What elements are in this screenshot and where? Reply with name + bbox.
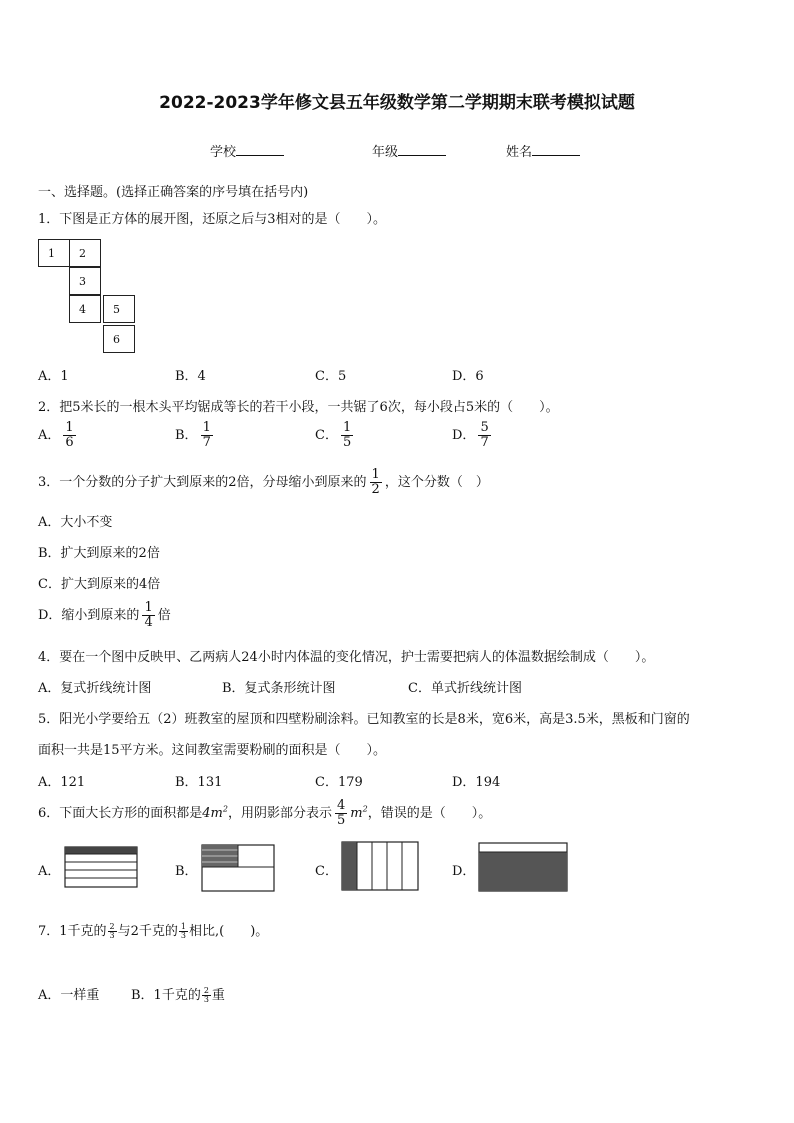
q2-option-b[interactable] bbox=[175, 421, 216, 450]
q6-stem-text: ，错误的是（ ）。 bbox=[367, 806, 492, 821]
q6-option-c[interactable]: C． bbox=[315, 864, 338, 879]
option-label: B． bbox=[175, 428, 198, 443]
fraction bbox=[201, 421, 213, 450]
net-cell: 3 bbox=[69, 267, 101, 295]
fraction-numerator: 1 bbox=[371, 467, 380, 482]
net-cell: 4 bbox=[69, 295, 101, 323]
fraction-denominator: 3 bbox=[180, 931, 187, 940]
fraction-numerator: 2 bbox=[203, 986, 209, 995]
q1-option-a[interactable]: A．1 bbox=[38, 369, 69, 384]
q6-stem-text: ，用阴影部分表示 bbox=[227, 806, 332, 821]
q3-option-c[interactable]: C．扩大到原来的4倍 bbox=[38, 577, 161, 592]
q7-stem-text: 与2千克的 bbox=[117, 924, 178, 939]
q1-option-d[interactable]: D．6 bbox=[452, 369, 484, 384]
grade-blank[interactable] bbox=[398, 143, 446, 156]
q3-option-a[interactable]: A．大小不变 bbox=[38, 515, 113, 530]
fraction bbox=[341, 421, 353, 450]
q5-stem-line2: 面积一共是15平方米。这间教室需要粉刷的面积是（ ）。 bbox=[38, 743, 387, 758]
unit-text: m bbox=[350, 806, 363, 821]
q1-stem: 1．下图是正方体的展开图，还原之后与3相对的是（ ）。 bbox=[38, 212, 387, 227]
q7-stem bbox=[38, 920, 268, 940]
option-label: A． bbox=[38, 428, 61, 443]
q5-option-c[interactable]: C．179 bbox=[315, 775, 363, 790]
net-cell: 6 bbox=[103, 325, 135, 353]
option-text: D．缩小到原来的 bbox=[38, 608, 140, 623]
option-label: D． bbox=[452, 428, 476, 443]
fraction-numerator: 1 bbox=[65, 420, 74, 435]
area-exponent: 2 bbox=[222, 804, 228, 814]
fraction-denominator: 3 bbox=[203, 995, 209, 1004]
figure-d bbox=[478, 842, 568, 892]
cube-net-figure bbox=[38, 239, 138, 357]
fraction-denominator: 7 bbox=[480, 435, 489, 450]
q1-option-b[interactable]: B．4 bbox=[175, 369, 206, 384]
page-title: 2022-2023学年修文县五年级数学第二学期期末联考模拟试题 bbox=[159, 93, 635, 113]
q5-option-b[interactable]: B．131 bbox=[175, 775, 223, 790]
q2-option-a[interactable] bbox=[38, 421, 79, 450]
fraction bbox=[142, 601, 154, 630]
fraction-numerator: 2 bbox=[109, 922, 115, 931]
fraction bbox=[179, 923, 188, 940]
option-text: 倍 bbox=[157, 608, 171, 623]
fraction bbox=[478, 421, 490, 450]
grade-label: 年级 bbox=[372, 145, 399, 160]
fraction-denominator: 3 bbox=[109, 931, 115, 940]
fraction-numerator: 1 bbox=[180, 922, 187, 931]
fraction-denominator: 5 bbox=[337, 813, 346, 828]
q2-stem: 2．把5米长的一根木头平均锯成等长的若干小段，一共锯了6次，每小段占5米的（ ）。 bbox=[38, 400, 559, 415]
fraction bbox=[63, 421, 75, 450]
q7-option-b[interactable] bbox=[131, 984, 225, 1004]
option-label: C． bbox=[315, 428, 338, 443]
name-blank[interactable] bbox=[532, 143, 580, 156]
q7-option-a[interactable]: A．一样重 bbox=[38, 988, 100, 1003]
fraction-denominator: 5 bbox=[342, 435, 352, 450]
q4-option-a[interactable]: A．复式折线统计图 bbox=[38, 681, 152, 696]
figure-a bbox=[64, 846, 138, 888]
area-text: 4m bbox=[202, 806, 223, 821]
school-blank[interactable] bbox=[236, 143, 284, 156]
q5-option-a[interactable]: A．121 bbox=[38, 775, 86, 790]
net-cell: 5 bbox=[103, 295, 135, 323]
q5-stem-line1: 5．阳光小学要给五（2）班教室的屋顶和四壁粉刷涂料。已知教室的长是8米，宽6米，高是3.5米，黑板和门窗的 bbox=[38, 712, 690, 727]
name-field[interactable] bbox=[506, 141, 580, 160]
q3-option-d[interactable] bbox=[38, 601, 171, 630]
area-value bbox=[202, 806, 228, 821]
q6-option-a[interactable]: A． bbox=[38, 864, 61, 879]
q4-stem: 4．要在一个图中反映甲、乙两病人24小时内体温的变化情况，护士需要把病人的体温数据绘制成（ ）。 bbox=[38, 650, 655, 665]
q3-option-b[interactable]: B．扩大到原来的2倍 bbox=[38, 546, 160, 561]
grade-field[interactable] bbox=[372, 141, 446, 160]
fraction-numerator: 4 bbox=[337, 798, 346, 813]
q1-option-c[interactable]: C．5 bbox=[315, 369, 347, 384]
q2-option-d[interactable] bbox=[452, 421, 494, 450]
q4-option-c[interactable]: C．单式折线统计图 bbox=[408, 681, 522, 696]
fraction bbox=[335, 799, 347, 828]
q3-stem-text: 3．一个分数的分子扩大到原来的2倍，分母缩小到原来的 bbox=[38, 475, 367, 490]
unit-value bbox=[350, 806, 367, 821]
fraction bbox=[370, 468, 382, 497]
school-field[interactable] bbox=[210, 141, 284, 160]
q6-stem bbox=[38, 799, 491, 828]
school-label: 学校 bbox=[210, 145, 237, 160]
name-label: 姓名 bbox=[506, 145, 533, 160]
fraction bbox=[108, 923, 117, 940]
q6-option-d[interactable]: D． bbox=[452, 864, 476, 879]
q2-option-c[interactable] bbox=[315, 421, 356, 450]
section-heading: 一、选择题。(选择正确答案的序号填在括号内) bbox=[38, 185, 309, 200]
fraction-numerator: 1 bbox=[144, 600, 153, 615]
q6-option-b[interactable]: B． bbox=[175, 864, 198, 879]
fraction-denominator: 6 bbox=[65, 435, 74, 450]
q5-option-d[interactable]: D．194 bbox=[452, 775, 501, 790]
q7-stem-text: 相比,( )。 bbox=[189, 924, 269, 939]
option-text: 重 bbox=[211, 988, 225, 1003]
option-text: B．1千克的 bbox=[131, 988, 201, 1003]
fraction-denominator: 4 bbox=[144, 615, 153, 630]
q4-option-b[interactable]: B．复式条形统计图 bbox=[222, 681, 336, 696]
net-cell: 2 bbox=[69, 239, 101, 267]
fraction-numerator: 5 bbox=[480, 420, 489, 435]
fraction bbox=[202, 987, 211, 1004]
fraction-denominator: 2 bbox=[371, 482, 380, 497]
q3-stem bbox=[38, 468, 489, 497]
figure-b bbox=[201, 844, 275, 892]
net-cell: 1 bbox=[38, 239, 70, 267]
figure-c bbox=[341, 841, 419, 891]
q6-stem-text: 6．下面大长方形的面积都是 bbox=[38, 806, 203, 821]
q7-stem-text: 7．1千克的 bbox=[38, 924, 107, 939]
q3-stem-text: ，这个分数（ ） bbox=[384, 475, 489, 490]
fraction-numerator: 1 bbox=[342, 420, 352, 435]
unit-exponent: 2 bbox=[362, 804, 368, 814]
fraction-denominator: 7 bbox=[202, 435, 211, 450]
fraction-numerator: 1 bbox=[202, 420, 211, 435]
